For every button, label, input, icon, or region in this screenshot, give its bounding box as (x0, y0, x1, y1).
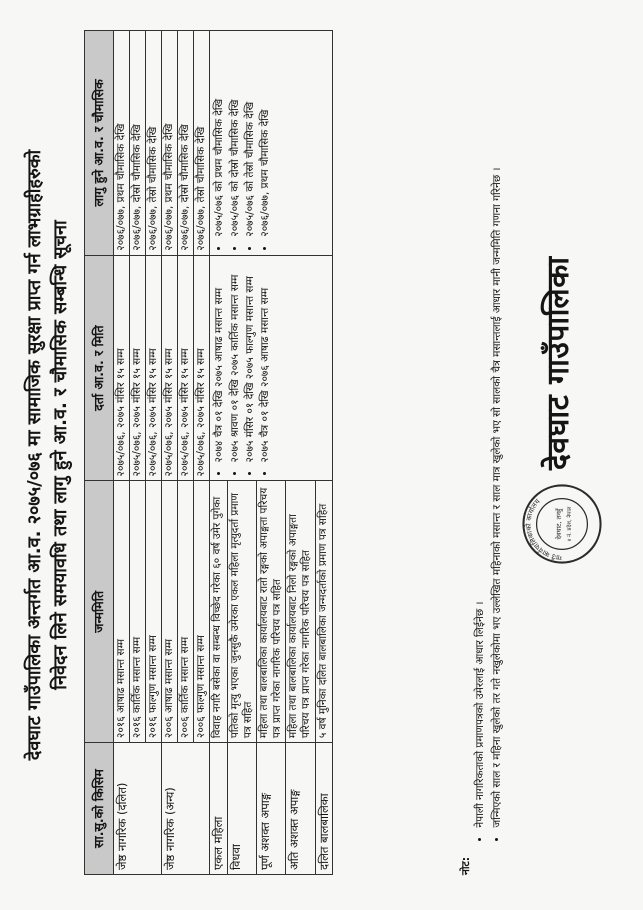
dob-cell: २०१६ कार्तिक मसान्त सम्म (129, 481, 145, 743)
social-security-table (84, 30, 333, 875)
list-item: • २०७५ श्रावण ०१ देखि २०७५ कार्तिक मसान्त सम्म (229, 260, 242, 463)
header-type: सा.सु.को किसिम (85, 743, 114, 875)
applicable-merged-cell (210, 31, 333, 256)
registration-cell: २०७५/०७६, २०७५ मंसिर १५ सम्म (129, 255, 145, 481)
list-item: • २०७५/०७६ को दोस्रो चौमासिक देखि (229, 35, 242, 237)
table-row (162, 31, 178, 875)
table-header-row (85, 31, 114, 875)
dob-cell: विवाह नगरि बसेका वा सम्बन्ध विच्छेद गरेका ६० वर्ष उमेर पुगेका (210, 481, 227, 743)
signature-municipality-name: देवघाट गाउँपालिका (541, 256, 576, 470)
notes-label: नोट: (460, 856, 472, 875)
notes-list (474, 88, 507, 842)
dob-cell: २०१६ फाल्गुण मसान्त सम्म (145, 481, 161, 743)
applicable-cell: २०७६/०७७, तेस्रो चौमासिक देखि (194, 31, 210, 256)
header-applicable: लागु हुने आ.व. र चौमासिक (85, 31, 114, 256)
table-row (113, 31, 129, 875)
registration-period-list (213, 260, 272, 477)
seal-outer-text: गाउँ कार्यपालिकाको कार्यालय (524, 497, 563, 562)
seal-inner-line-1: देवघाट, तनहुँ (555, 508, 564, 540)
table-row (210, 31, 227, 875)
dob-cell: महिला तथा बालबालिका कार्यालयबाट निलो रङ्गको अपाङ्गता परिचय पत्र प्राप्त गरेका नागरिक परिचय पत्र सहित (286, 481, 315, 743)
header-dob: जन्ममिति (85, 481, 114, 743)
list-item: • २०७५/०७६ को तेस्रो चौमासिक देखि (244, 35, 257, 237)
dob-cell: ५ वर्ष मुनिका दलित बालबालिका जन्मदर्ताको प्रमाण पत्र सहित (315, 481, 332, 743)
dob-cell: पतिको मृत्यु भएका जुनसुकै उमेरका एकल महिला मृत्युदर्ता प्रमाण पत्र सहित (227, 481, 256, 743)
category-severely-disabled: अति अशक्त अपाङ्ग (286, 743, 315, 875)
category-dalit-senior: जेष्ठ नागरिक (दलित) (113, 743, 161, 875)
registration-cell: २०७५/०७६, २०७५ मंसिर १५ सम्म (145, 255, 161, 481)
registration-cell: २०७५/०७६, २०७५ मंसिर १५ सम्म (178, 255, 194, 481)
registration-merged-cell (210, 255, 333, 481)
list-item: • २०७५ मंसिर ०१ देखि २०७५ फाल्गुण मसान्त सम्म (244, 260, 257, 463)
list-item: • २०७४ चैत्र ०१ देखि २०७५ आषाढ मसान्त सम्म (213, 260, 226, 463)
municipality-seal-icon (521, 483, 603, 565)
applicable-cell: २०७६/०७७, दोस्रो चौमासिक देखि (129, 31, 145, 256)
list-item: • २०७६/०७७, प्रथम चौमासिक देखि (259, 35, 272, 237)
notice-title-line-1: देवघाट गाउँपालिका अन्तर्गत आ.व. २०७५/०७६ मा सामाजिक सुरक्षा प्राप्त गर्न लाभग्राहीहरुको (24, 149, 45, 761)
category-other-senior: जेष्ठ नागरिक (अन्य) (162, 743, 210, 875)
category-fully-disabled: पूर्ण अशक्त अपाङ्ग (257, 743, 286, 875)
dob-cell: २०१६ आषाढ मसान्त सम्म (113, 481, 129, 743)
applicable-period-list (213, 35, 272, 251)
list-item: • २०७५ चैत्र ०१ देखि २०७६ आषाढ मसान्त सम्म (259, 260, 272, 463)
note-item: • जन्मिएको साल र महिना खुलेको तर गते नखुलेकोमा भए उल्लेखित महिनाको मसान्त र साल मात्र खुलेको भए सो सालको चैत्र मसान्तलाई आधार मानी जन्ममिति गणना गरिनेछ । (491, 88, 505, 828)
notice-title-line-2: निवेदन लिने समयावधि तथा लागु हुने आ.व. र चौमासिक सम्बन्धि सूचना (50, 220, 71, 690)
applicable-cell: २०७६/०७७, तेस्रो चौमासिक देखि (145, 31, 161, 256)
header-registration: दर्ता आ.व. र मिति (85, 255, 114, 481)
category-dalit-children: दलित बालबालिका (315, 743, 332, 875)
dob-cell: २००६ आषाढ मसान्त सम्म (162, 481, 178, 743)
notice-document (16, 15, 626, 895)
category-single-woman: एकल महिला (210, 743, 227, 875)
notes-section (460, 35, 507, 875)
list-item: • २०७५/०७६ को प्रथम चौमासिक देखि (213, 35, 226, 237)
registration-cell: २०७५/०७६, २०७५ मंसिर १५ सम्म (113, 255, 129, 481)
dob-cell: महिला तथा बालबालिका कार्यालयबाट रातो रङ्गको अपाङ्गता परिचय पत्र प्राप्त गरेका नागरिक परिचय पत्र सहित (257, 481, 286, 743)
dob-cell: २००६ कार्तिक मसान्त सम्म (178, 481, 194, 743)
dob-cell: २००६ फाल्गुण मसान्त सम्म (194, 481, 210, 743)
applicable-cell: २०७६/०७७, प्रथम चौमासिक देखि (113, 31, 129, 256)
applicable-cell: २०७६/०७७, प्रथम चौमासिक देखि (162, 31, 178, 256)
applicable-cell: २०७६/०७७, दोस्रो चौमासिक देखि (178, 31, 194, 256)
seal-inner-line-2: ४ नं. प्रदेश, नेपाल (567, 506, 574, 542)
registration-cell: २०७५/०७६, २०७५ मंसिर १५ सम्म (194, 255, 210, 481)
registration-cell: २०७५/०७६, २०७५ मंसिर १५ सम्म (162, 255, 178, 481)
note-item: • नेपाली नागरिकताको प्रमाणपत्रको उमेरलाई आधार लिईनेछ । (474, 88, 488, 828)
category-widow: विधवा (227, 743, 256, 875)
